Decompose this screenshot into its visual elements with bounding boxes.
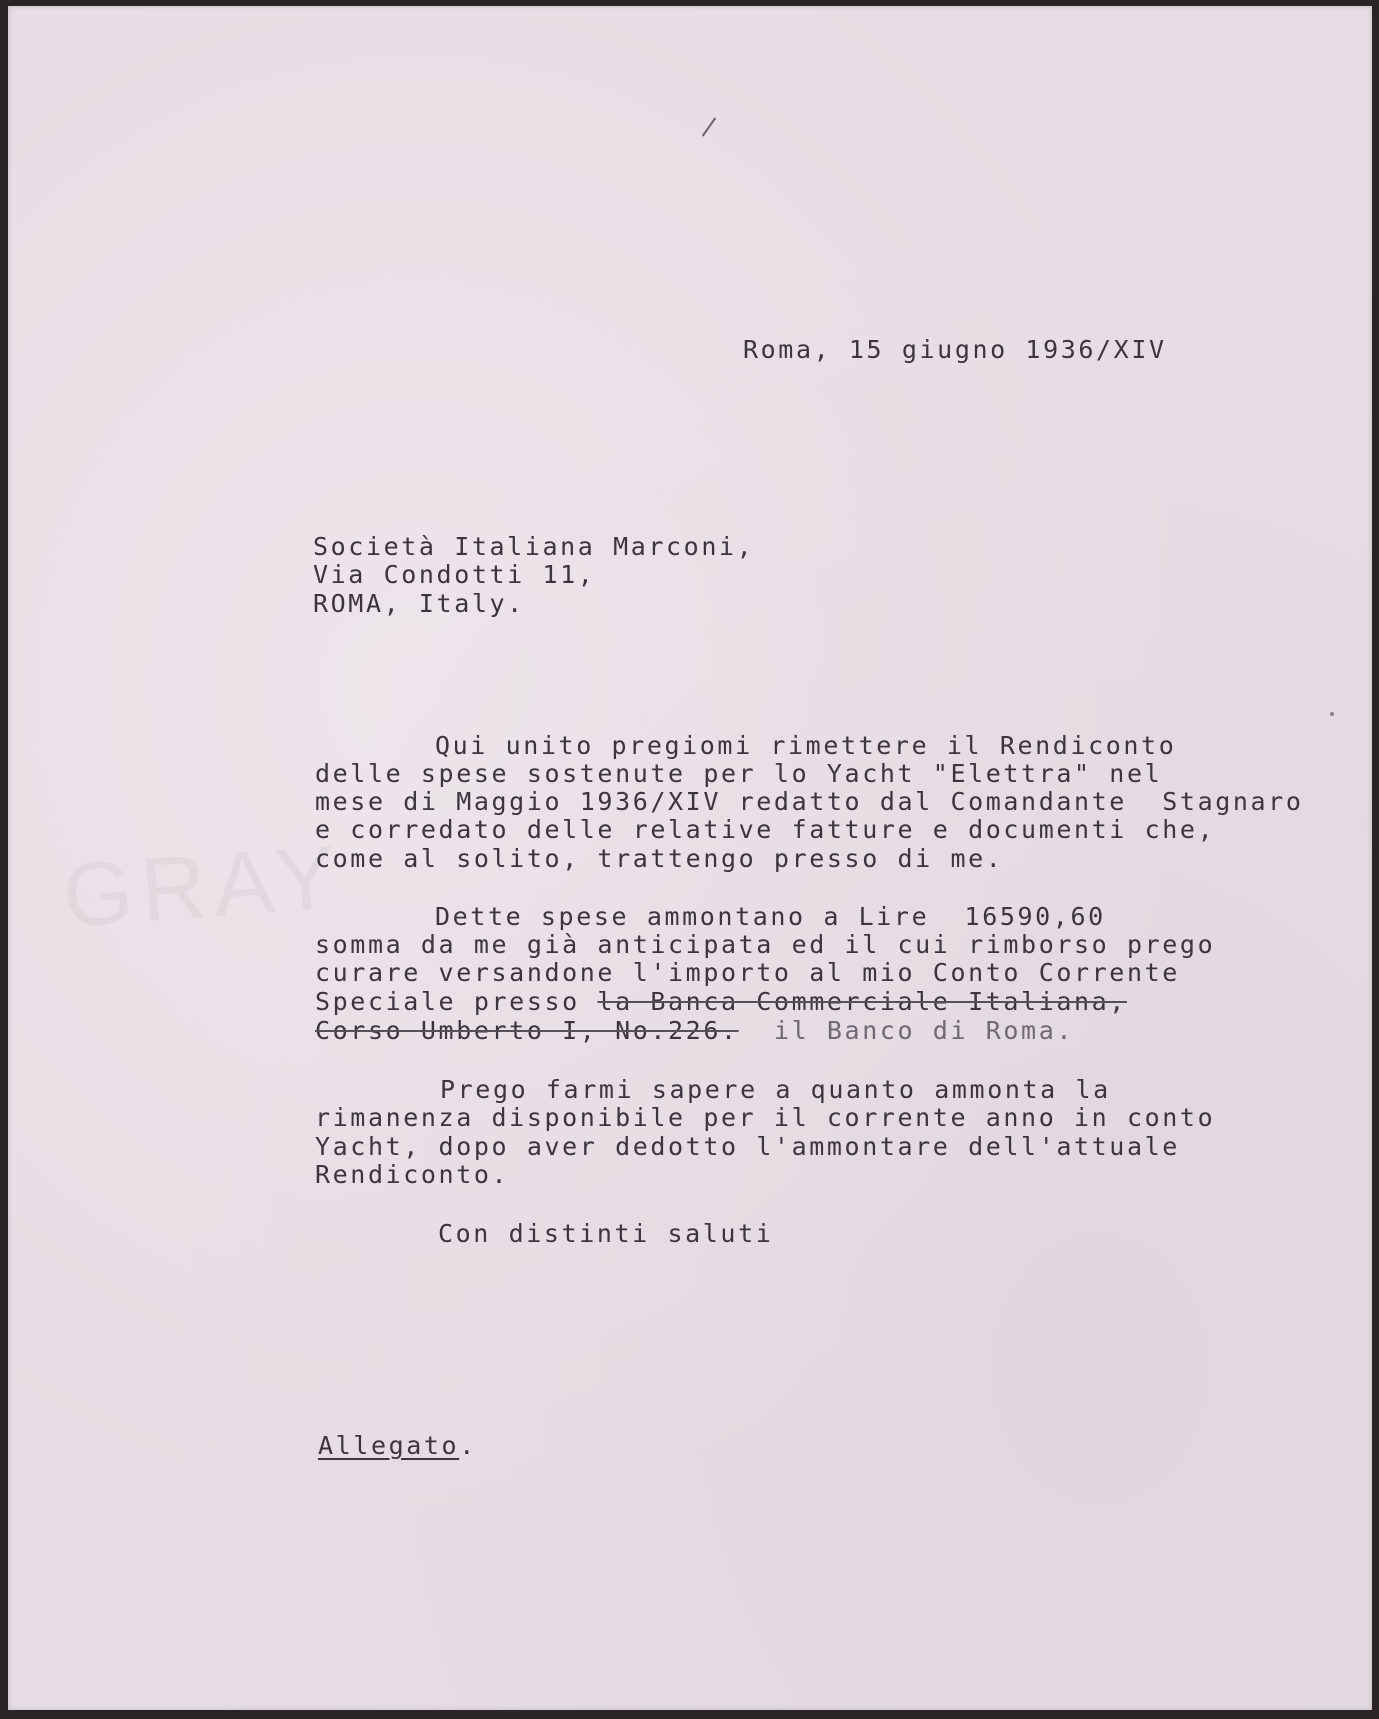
struck-bank-address: Corso Umberto I, No.226. [315, 1016, 739, 1045]
closing: Con distinti saluti [438, 1219, 774, 1248]
paragraph2-line-3: curare versandone l'importo al mio Conto Corrente [315, 958, 1180, 987]
paragraph3-line-3: Yacht, dopo aver dedotto l'ammontare dell'attuale [315, 1132, 1180, 1161]
paper-spot [1330, 712, 1334, 716]
letter-sheet [8, 6, 1372, 1710]
dateline: Roma, 15 giugno 1936/XIV [743, 335, 1167, 364]
enclosure-period: . [459, 1431, 477, 1460]
paragraph1-line-5: come al solito, trattengo presso di me. [315, 844, 1004, 873]
paragraph1-line-1: Qui unito pregiomi rimettere il Rendiconto [435, 731, 1177, 760]
bank-prefix: Speciale presso [315, 987, 598, 1016]
paragraph2-line-1: Dette spese ammontano a Lire 16590,60 [435, 902, 1106, 931]
recipient-line-3: ROMA, Italy. [313, 589, 525, 618]
paragraph1-line-4: e corredato delle relative fatture e documenti che, [315, 815, 1216, 844]
enclosure-label: Allegato [318, 1431, 460, 1460]
recipient-line-2: Via Condotti 11, [313, 560, 596, 589]
paragraph2-line-2: somma da me già anticipata ed il cui rimborso prego [315, 930, 1216, 959]
paragraph1-line-3: mese di Maggio 1936/XIV redatto dal Comandante Stagnaro [315, 787, 1304, 816]
paragraph3-line-1: Prego farmi sapere a quanto ammonta la [440, 1075, 1111, 1104]
enclosure-line [318, 1432, 477, 1460]
recipient-line-1: Società Italiana Marconi, [313, 532, 755, 561]
struck-bank-name: la Banca Commerciale Italiana, [597, 987, 1127, 1016]
replacement-bank: il Banco di Roma. [738, 1016, 1075, 1045]
paragraph2-line-5 [315, 1017, 1074, 1045]
paragraph3-line-4: Rendiconto. [315, 1160, 510, 1189]
paragraph1-line-2: delle spese sostenute per lo Yacht "Elettra" nel [315, 759, 1163, 788]
faint-stamp-watermark: GRAY [59, 827, 347, 947]
paragraph3-line-2: rimanenza disponibile per il corrente anno in conto [315, 1103, 1216, 1132]
paragraph2-line-4 [315, 988, 1127, 1016]
pencil-mark [702, 117, 716, 136]
